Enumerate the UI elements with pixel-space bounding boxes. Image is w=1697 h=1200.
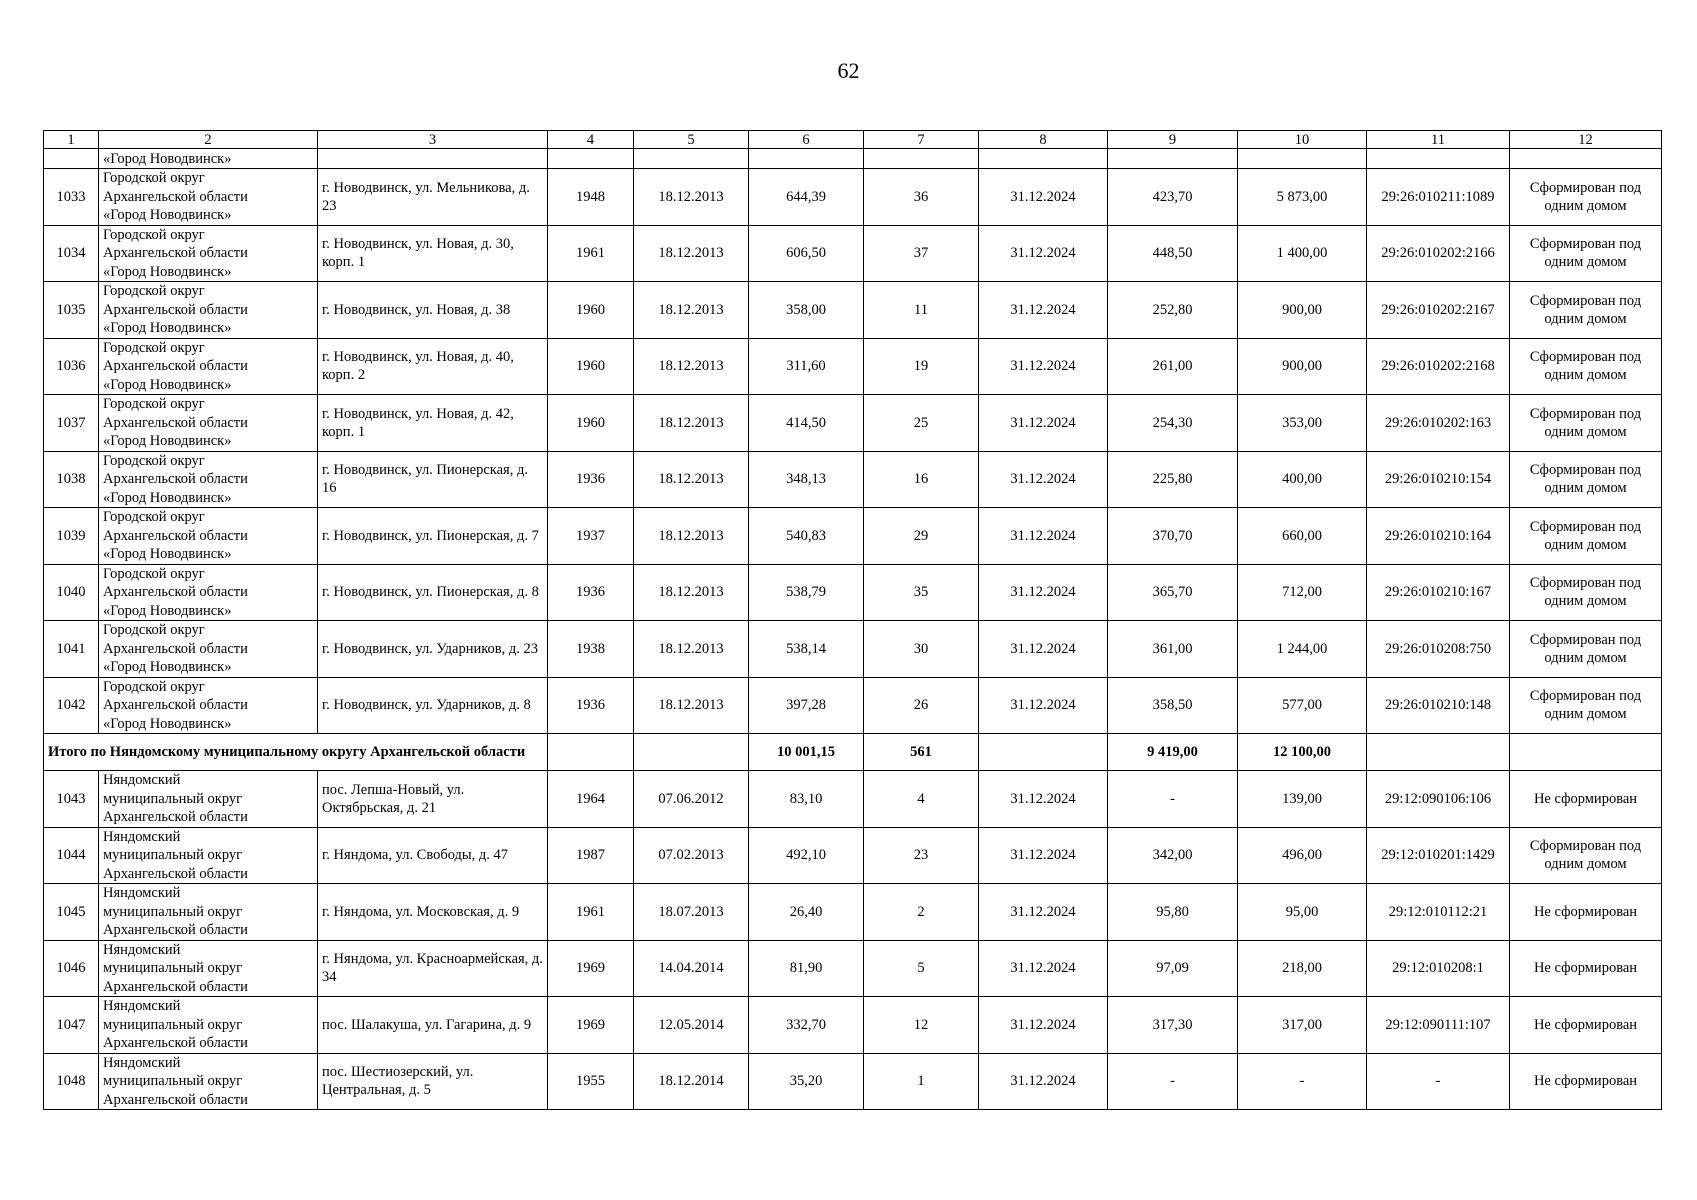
cell-number: 1047 <box>44 997 99 1054</box>
cell-empty <box>749 149 864 169</box>
cell-status: Сформирован под одним домом <box>1510 225 1662 282</box>
cell-address: г. Новодвинск, ул. Пионерская, д. 8 <box>318 564 548 621</box>
total-row <box>44 734 1662 771</box>
municipality-line: Архангельской области <box>103 471 248 487</box>
cell-area: 540,83 <box>749 508 864 565</box>
table-row <box>44 338 1662 395</box>
cell-cadastral-number: 29:26:010211:1089 <box>1367 169 1510 226</box>
cell-empty <box>979 734 1108 771</box>
cell-municipality <box>99 827 318 884</box>
column-number-5: 5 <box>634 131 749 149</box>
column-number-9: 9 <box>1108 131 1238 149</box>
municipality-line: «Город Новодвинск» <box>103 659 232 675</box>
cell-living-area: 252,80 <box>1108 282 1238 339</box>
cell-municipality <box>99 677 318 734</box>
table-row <box>44 677 1662 734</box>
cell-area: 397,28 <box>749 677 864 734</box>
municipality-line: Архангельской области <box>103 697 248 713</box>
municipality-line: Городской округ <box>103 622 205 638</box>
cell-living-area: 95,80 <box>1108 884 1238 941</box>
municipality-line: Архангельской области <box>103 978 248 995</box>
cell-empty <box>864 149 979 169</box>
municipality-line: Архангельской области <box>103 301 248 318</box>
municipality-line: «Город Новодвинск» <box>103 489 232 506</box>
column-number-12: 12 <box>1510 131 1662 149</box>
cell-area: 606,50 <box>749 225 864 282</box>
cell-living-area: 423,70 <box>1108 169 1238 226</box>
cell-living-area: 365,70 <box>1108 564 1238 621</box>
cell-living-area: 370,70 <box>1108 508 1238 565</box>
cell-residents: 5 <box>864 940 979 997</box>
cell-status: Сформирован под одним домом <box>1510 338 1662 395</box>
cell-living-area: 97,09 <box>1108 940 1238 997</box>
cell-year: 1961 <box>548 225 634 282</box>
cell-date: 18.12.2013 <box>634 282 749 339</box>
cell-residents: 25 <box>864 395 979 452</box>
cell-date: 18.12.2013 <box>634 508 749 565</box>
cell-municipality <box>99 338 318 395</box>
cell-cadastral-number: 29:26:010202:2167 <box>1367 282 1510 339</box>
cell-municipality <box>99 282 318 339</box>
cell-area: 414,50 <box>749 395 864 452</box>
cell-date: 14.04.2014 <box>634 940 749 997</box>
cell-residents: 11 <box>864 282 979 339</box>
cell-residents: 16 <box>864 451 979 508</box>
cell-residents: 36 <box>864 169 979 226</box>
cell-residents: 23 <box>864 827 979 884</box>
cell-number: 1046 <box>44 940 99 997</box>
cell-deadline: 31.12.2024 <box>979 282 1108 339</box>
cell-deadline: 31.12.2024 <box>979 940 1108 997</box>
cell-residents: 26 <box>864 677 979 734</box>
cell-municipality <box>99 621 318 678</box>
cell-year: 1938 <box>548 621 634 678</box>
cell-area: 538,79 <box>749 564 864 621</box>
cell-land-area: 496,00 <box>1238 827 1367 884</box>
municipality-line: «Город Новодвинск» <box>103 546 232 562</box>
cell-address: г. Новодвинск, ул. Новая, д. 40, корп. 2 <box>318 338 548 395</box>
column-number-8: 8 <box>979 131 1108 149</box>
cell-deadline: 31.12.2024 <box>979 169 1108 226</box>
table-row <box>44 169 1662 226</box>
cell-date: 12.05.2014 <box>634 997 749 1054</box>
cell-status: Сформирован под одним домом <box>1510 827 1662 884</box>
municipality-line: муниципальный округ <box>103 790 243 807</box>
municipality-line: Городской округ <box>103 226 205 243</box>
cell-living-area: 358,50 <box>1108 677 1238 734</box>
cell-land-area: 900,00 <box>1238 282 1367 339</box>
cell-cadastral-number: 29:12:090111:107 <box>1367 997 1510 1054</box>
table-row-continuation <box>44 149 1662 169</box>
total-area: 10 001,15 <box>749 734 864 771</box>
cell-area: 644,39 <box>749 169 864 226</box>
cell-year: 1961 <box>548 884 634 941</box>
cell-empty <box>1510 149 1662 169</box>
cell-address: г. Новодвинск, ул. Ударников, д. 23 <box>318 621 548 678</box>
cell-land-area: 218,00 <box>1238 940 1367 997</box>
cell-date: 18.12.2014 <box>634 1053 749 1110</box>
cell-number: 1044 <box>44 827 99 884</box>
cell-land-area: 353,00 <box>1238 395 1367 452</box>
cell-year: 1960 <box>548 395 634 452</box>
cell-status: Сформирован под одним домом <box>1510 621 1662 678</box>
table-row <box>44 621 1662 678</box>
table-row <box>44 508 1662 565</box>
cell-cadastral-number: 29:26:010202:2168 <box>1367 338 1510 395</box>
cell-address: г. Новодвинск, ул. Новая, д. 42, корп. 1 <box>318 395 548 452</box>
municipality-line: Городской округ <box>103 565 205 582</box>
total-label: Итого по Няндомскому муниципальному округу Архангельской области <box>44 734 548 771</box>
cell-residents: 19 <box>864 338 979 395</box>
municipality-line: Архангельской области <box>103 584 248 600</box>
municipality-line: Няндомский <box>103 885 181 901</box>
municipality-line: Няндомский <box>103 1054 181 1071</box>
table-row <box>44 827 1662 884</box>
cell-cadastral-number: 29:12:010201:1429 <box>1367 827 1510 884</box>
cell-municipality <box>99 884 318 941</box>
municipality-line: Городской округ <box>103 283 205 299</box>
cell-cadastral-number: 29:12:010208:1 <box>1367 940 1510 997</box>
column-number-1: 1 <box>44 131 99 149</box>
column-number-3: 3 <box>318 131 548 149</box>
cell-address: г. Няндома, ул. Московская, д. 9 <box>318 884 548 941</box>
cell-address: г. Новодвинск, ул. Новая, д. 30, корп. 1 <box>318 225 548 282</box>
municipality-line: Архангельской области <box>103 640 248 657</box>
cell-area: 26,40 <box>749 884 864 941</box>
cell-address: г. Новодвинск, ул. Пионерская, д. 7 <box>318 508 548 565</box>
cell-status: Не сформирован <box>1510 771 1662 828</box>
cell-living-area: 317,30 <box>1108 997 1238 1054</box>
cell-cadastral-number: 29:26:010210:154 <box>1367 451 1510 508</box>
municipality-line: муниципальный округ <box>103 1016 243 1033</box>
cell-status: Не сформирован <box>1510 940 1662 997</box>
cell-number: 1034 <box>44 225 99 282</box>
cell-empty <box>1108 149 1238 169</box>
cell-date: 18.07.2013 <box>634 884 749 941</box>
table-row <box>44 1053 1662 1110</box>
cell-municipality <box>99 1053 318 1110</box>
municipality-line: Архангельской области <box>103 527 248 544</box>
cell-deadline: 31.12.2024 <box>979 451 1108 508</box>
cell-area: 311,60 <box>749 338 864 395</box>
municipality-line: Архангельской области <box>103 414 248 431</box>
cell-address: г. Няндома, ул. Красноармейская, д. 34 <box>318 940 548 997</box>
cell-date: 18.12.2013 <box>634 169 749 226</box>
table-row <box>44 451 1662 508</box>
cell-date: 18.12.2013 <box>634 395 749 452</box>
cell-deadline: 31.12.2024 <box>979 1053 1108 1110</box>
cell-area: 538,14 <box>749 621 864 678</box>
cell-number: 1039 <box>44 508 99 565</box>
municipality-line: Городской округ <box>103 339 205 356</box>
municipality-line: Няндомский <box>103 998 181 1014</box>
cell-land-area: 5 873,00 <box>1238 169 1367 226</box>
table-row <box>44 997 1662 1054</box>
cell-living-area: 225,80 <box>1108 451 1238 508</box>
cell-cadastral-number: 29:26:010202:2166 <box>1367 225 1510 282</box>
cell-number: 1033 <box>44 169 99 226</box>
cell-area: 358,00 <box>749 282 864 339</box>
municipality-line: муниципальный округ <box>103 1073 243 1089</box>
cell-land-area: 900,00 <box>1238 338 1367 395</box>
cell-land-area: 660,00 <box>1238 508 1367 565</box>
municipality-line: «Город Новодвинск» <box>103 602 232 619</box>
cell-number: 1036 <box>44 338 99 395</box>
cell-cadastral-number: 29:26:010210:148 <box>1367 677 1510 734</box>
cell-residents: 30 <box>864 621 979 678</box>
cell-municipality <box>99 940 318 997</box>
cell-deadline: 31.12.2024 <box>979 564 1108 621</box>
cell-status: Не сформирован <box>1510 997 1662 1054</box>
cell-deadline: 31.12.2024 <box>979 225 1108 282</box>
cell-area: 35,20 <box>749 1053 864 1110</box>
cell-living-area: 342,00 <box>1108 827 1238 884</box>
cell-number: 1038 <box>44 451 99 508</box>
municipality-line: Архангельской области <box>103 865 248 882</box>
cell-living-area: 361,00 <box>1108 621 1238 678</box>
municipality-line: «Город Новодвинск» <box>103 320 232 336</box>
cell-empty <box>318 149 548 169</box>
cell-date: 07.02.2013 <box>634 827 749 884</box>
cell-status: Сформирован под одним домом <box>1510 508 1662 565</box>
cell-number: 1042 <box>44 677 99 734</box>
cell-year: 1964 <box>548 771 634 828</box>
cell-status: Сформирован под одним домом <box>1510 564 1662 621</box>
municipality-line: Архангельской области <box>103 1035 248 1051</box>
cell-deadline: 31.12.2024 <box>979 827 1108 884</box>
cell-address: г. Няндома, ул. Свободы, д. 47 <box>318 827 548 884</box>
cell-area: 81,90 <box>749 940 864 997</box>
table-row <box>44 282 1662 339</box>
cell-year: 1936 <box>548 451 634 508</box>
cell-residents: 35 <box>864 564 979 621</box>
cell-residents: 1 <box>864 1053 979 1110</box>
cell-status: Сформирован под одним домом <box>1510 395 1662 452</box>
cell-deadline: 31.12.2024 <box>979 508 1108 565</box>
cell-land-area: 317,00 <box>1238 997 1367 1054</box>
cell-land-area: 139,00 <box>1238 771 1367 828</box>
column-number-4: 4 <box>548 131 634 149</box>
cell-municipality <box>99 169 318 226</box>
column-number-row <box>44 131 1662 149</box>
cell-municipality: «Город Новодвинск» <box>99 149 318 169</box>
municipality-line: Городской округ <box>103 396 205 412</box>
cell-year: 1969 <box>548 940 634 997</box>
cell-municipality <box>99 451 318 508</box>
column-number-10: 10 <box>1238 131 1367 149</box>
cell-municipality <box>99 508 318 565</box>
cell-year: 1955 <box>548 1053 634 1110</box>
cell-deadline: 31.12.2024 <box>979 338 1108 395</box>
municipality-line: Городской округ <box>103 678 205 695</box>
municipality-line: Архангельской области <box>103 1091 248 1108</box>
cell-number: 1043 <box>44 771 99 828</box>
cell-status: Не сформирован <box>1510 1053 1662 1110</box>
cell-address: пос. Шалакуша, ул. Гагарина, д. 9 <box>318 997 548 1054</box>
municipality-line: Архангельской области <box>103 809 248 825</box>
municipality-line: Няндомский <box>103 828 181 845</box>
cell-status: Сформирован под одним домом <box>1510 282 1662 339</box>
cell-municipality <box>99 771 318 828</box>
cell-deadline: 31.12.2024 <box>979 997 1108 1054</box>
cell-date: 07.06.2012 <box>634 771 749 828</box>
cell-municipality <box>99 395 318 452</box>
cell-land-area: 400,00 <box>1238 451 1367 508</box>
municipality-line: Няндомский <box>103 941 181 958</box>
table-row <box>44 225 1662 282</box>
municipality-line: Архангельской области <box>103 358 248 374</box>
cell-land-area: 1 244,00 <box>1238 621 1367 678</box>
cell-status: Сформирован под одним домом <box>1510 451 1662 508</box>
cell-number: 1037 <box>44 395 99 452</box>
cell-number: 1045 <box>44 884 99 941</box>
cell-deadline: 31.12.2024 <box>979 677 1108 734</box>
housing-registry-table <box>43 130 1662 1110</box>
cell-land-area: - <box>1238 1053 1367 1110</box>
municipality-line: «Город Новодвинск» <box>103 207 232 223</box>
municipality-line: муниципальный округ <box>103 903 243 920</box>
cell-empty <box>1510 734 1662 771</box>
cell-date: 18.12.2013 <box>634 225 749 282</box>
cell-deadline: 31.12.2024 <box>979 884 1108 941</box>
cell-land-area: 712,00 <box>1238 564 1367 621</box>
municipality-line: «Город Новодвинск» <box>103 715 232 732</box>
column-number-2: 2 <box>99 131 318 149</box>
cell-number: 1040 <box>44 564 99 621</box>
cell-year: 1936 <box>548 564 634 621</box>
cell-living-area: 254,30 <box>1108 395 1238 452</box>
cell-municipality <box>99 997 318 1054</box>
cell-municipality <box>99 225 318 282</box>
cell-cadastral-number: 29:26:010202:163 <box>1367 395 1510 452</box>
cell-date: 18.12.2013 <box>634 564 749 621</box>
table-row <box>44 771 1662 828</box>
table-row <box>44 884 1662 941</box>
total-residents: 561 <box>864 734 979 771</box>
municipality-line: Архангельской области <box>103 188 248 205</box>
cell-deadline: 31.12.2024 <box>979 771 1108 828</box>
cell-deadline: 31.12.2024 <box>979 395 1108 452</box>
cell-area: 492,10 <box>749 827 864 884</box>
cell-empty <box>979 149 1108 169</box>
cell-residents: 4 <box>864 771 979 828</box>
cell-cadastral-number: 29:26:010210:167 <box>1367 564 1510 621</box>
municipality-line: «Город Новодвинск» <box>103 433 232 449</box>
cell-living-area: 261,00 <box>1108 338 1238 395</box>
cell-status: Сформирован под одним домом <box>1510 677 1662 734</box>
cell-year: 1936 <box>548 677 634 734</box>
cell-area: 348,13 <box>749 451 864 508</box>
cell-address: пос. Шестиозерский, ул. Центральная, д. 5 <box>318 1053 548 1110</box>
cell-empty <box>548 734 634 771</box>
column-number-11: 11 <box>1367 131 1510 149</box>
column-number-6: 6 <box>749 131 864 149</box>
cell-address: г. Новодвинск, ул. Пионерская, д. 16 <box>318 451 548 508</box>
cell-deadline: 31.12.2024 <box>979 621 1108 678</box>
cell-cadastral-number: 29:26:010208:750 <box>1367 621 1510 678</box>
cell-cadastral-number: 29:12:010112:21 <box>1367 884 1510 941</box>
cell-empty <box>634 149 749 169</box>
municipality-line: «Город Новодвинск» <box>103 376 232 393</box>
cell-year: 1948 <box>548 169 634 226</box>
cell-address: г. Новодвинск, ул. Новая, д. 38 <box>318 282 548 339</box>
cell-year: 1969 <box>548 997 634 1054</box>
municipality-line: Няндомский <box>103 772 181 788</box>
cell-empty <box>1238 149 1367 169</box>
cell-residents: 29 <box>864 508 979 565</box>
cell-number: 1035 <box>44 282 99 339</box>
municipality-line: Городской округ <box>103 170 205 186</box>
municipality-line: муниципальный округ <box>103 847 243 863</box>
cell-year: 1960 <box>548 282 634 339</box>
cell-number: 1041 <box>44 621 99 678</box>
municipality-line: «Город Новодвинск» <box>103 263 232 280</box>
table-body <box>44 149 1662 1110</box>
cell-residents: 2 <box>864 884 979 941</box>
cell-residents: 12 <box>864 997 979 1054</box>
cell-empty <box>634 734 749 771</box>
cell-date: 18.12.2013 <box>634 677 749 734</box>
cell-date: 18.12.2013 <box>634 621 749 678</box>
table-row <box>44 395 1662 452</box>
table-row <box>44 940 1662 997</box>
cell-address: г. Новодвинск, ул. Мельникова, д. 23 <box>318 169 548 226</box>
cell-status: Не сформирован <box>1510 884 1662 941</box>
cell-land-area: 95,00 <box>1238 884 1367 941</box>
column-number-7: 7 <box>864 131 979 149</box>
municipality-line: Архангельской области <box>103 922 248 938</box>
cell-date: 18.12.2013 <box>634 338 749 395</box>
cell-living-area: - <box>1108 771 1238 828</box>
cell-empty <box>1367 149 1510 169</box>
cell-area: 332,70 <box>749 997 864 1054</box>
cell-address: г. Новодвинск, ул. Ударников, д. 8 <box>318 677 548 734</box>
table-row <box>44 564 1662 621</box>
cell-cadastral-number: - <box>1367 1053 1510 1110</box>
cell-municipality <box>99 564 318 621</box>
cell-living-area: - <box>1108 1053 1238 1110</box>
page-number: 62 <box>837 58 860 83</box>
cell-year: 1987 <box>548 827 634 884</box>
cell-area: 83,10 <box>749 771 864 828</box>
cell-number <box>44 149 99 169</box>
cell-number: 1048 <box>44 1053 99 1110</box>
cell-land-area: 577,00 <box>1238 677 1367 734</box>
total-land-area: 12 100,00 <box>1238 734 1367 771</box>
cell-land-area: 1 400,00 <box>1238 225 1367 282</box>
cell-cadastral-number: 29:26:010210:164 <box>1367 508 1510 565</box>
cell-residents: 37 <box>864 225 979 282</box>
cell-cadastral-number: 29:12:090106:106 <box>1367 771 1510 828</box>
cell-living-area: 448,50 <box>1108 225 1238 282</box>
municipality-line: Городской округ <box>103 509 205 525</box>
cell-empty <box>548 149 634 169</box>
cell-date: 18.12.2013 <box>634 451 749 508</box>
municipality-line: муниципальный округ <box>103 960 243 976</box>
total-living-area: 9 419,00 <box>1108 734 1238 771</box>
municipality-line: Архангельской области <box>103 245 248 261</box>
cell-year: 1960 <box>548 338 634 395</box>
cell-address: пос. Лепша-Новый, ул. Октябрьская, д. 21 <box>318 771 548 828</box>
cell-status: Сформирован под одним домом <box>1510 169 1662 226</box>
cell-year: 1937 <box>548 508 634 565</box>
cell-empty <box>1367 734 1510 771</box>
municipality-line: Городской округ <box>103 452 205 469</box>
